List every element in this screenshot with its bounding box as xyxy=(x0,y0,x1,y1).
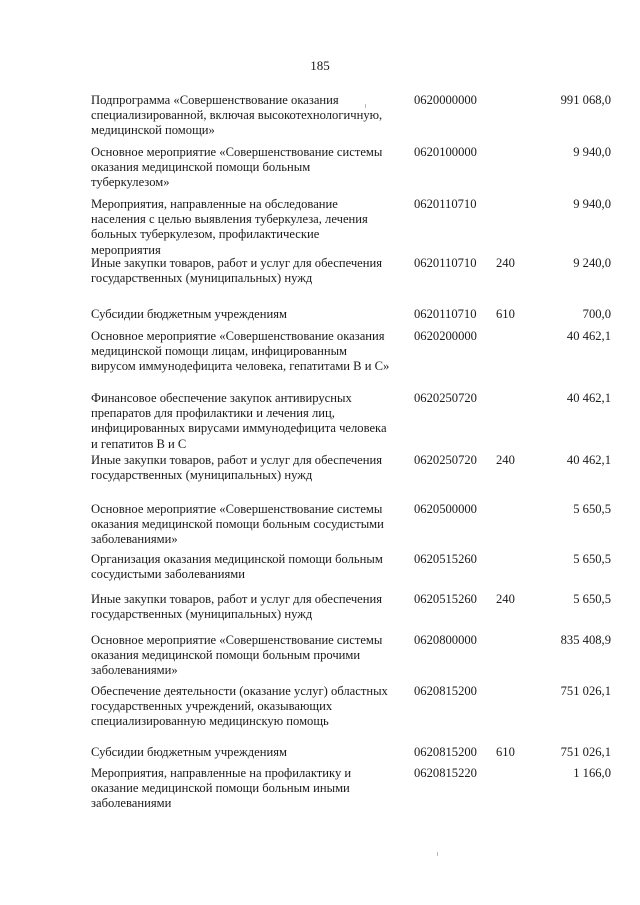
row-name: Организация оказания медицинской помощи больным сосудистыми заболеваниями xyxy=(91,552,383,582)
row-code: 0620200000 xyxy=(414,329,477,343)
row-sum: 5 650,5 xyxy=(573,552,611,566)
table-row-11 xyxy=(91,592,611,622)
row-code: 0620250720 xyxy=(414,391,477,405)
table-row-9 xyxy=(91,502,611,548)
row-name: Подпрограмма «Совершенствование оказания специализированной, включая высокотехнологичную, медицинской помощи» xyxy=(91,93,383,138)
scan-speck xyxy=(437,852,438,856)
table-row-15 xyxy=(91,766,611,812)
row-name: Финансовое обеспечение закупок антивирусных препаратов для профилактики и лечения лиц, инфицированных вирусами иммунодефицита человека и гепатитов В и С xyxy=(91,391,387,451)
row-expense-type: 610 xyxy=(496,745,515,759)
row-name: Иные закупки товаров, работ и услуг для обеспечения государственных (муниципальных) нужд xyxy=(91,256,383,286)
table-row-8 xyxy=(91,453,611,483)
table-row-7 xyxy=(91,391,611,452)
table-row-13 xyxy=(91,684,611,730)
row-code: 0620515260 xyxy=(414,552,477,566)
row-name: Обеспечение деятельности (оказание услуг) областных государственных учреждений, оказывающих специализированную медицинскую помощь xyxy=(91,684,388,729)
row-code: 0620500000 xyxy=(414,502,477,516)
row-expense-type: 240 xyxy=(496,592,515,606)
row-sum: 1 166,0 xyxy=(573,766,611,780)
row-code: 0620815200 xyxy=(414,745,477,759)
scan-speck xyxy=(365,104,366,108)
row-name: Основное мероприятие «Совершенствование оказания медицинской помощи лицам, инфицированным вирусом иммунодефицита человека, гепатитами В и С» xyxy=(91,329,390,374)
row-sum: 835 408,9 xyxy=(560,633,611,647)
page-number: 185 xyxy=(310,58,330,73)
row-code: 0620110710 xyxy=(414,256,477,270)
row-name: Субсидии бюджетным учреждениям xyxy=(91,307,287,321)
row-expense-type: 240 xyxy=(496,256,515,270)
row-name: Субсидии бюджетным учреждениям xyxy=(91,745,287,759)
table-row-4 xyxy=(91,256,611,286)
row-name: Основное мероприятие «Совершенствование системы оказания медицинской помощи больным прочими заболеваниями» xyxy=(91,633,383,678)
row-expense-type: 240 xyxy=(496,453,515,467)
row-sum: 40 462,1 xyxy=(566,453,611,467)
row-code: 0620100000 xyxy=(414,145,477,159)
table-row-12 xyxy=(91,633,611,679)
table-row-1 xyxy=(91,93,611,139)
row-sum: 991 068,0 xyxy=(560,93,611,107)
table-row-6 xyxy=(91,329,611,375)
row-name: Основное мероприятие «Совершенствование системы оказания медицинской помощи больным сосудистыми заболеваниями» xyxy=(91,502,384,547)
row-sum: 5 650,5 xyxy=(573,502,611,516)
row-sum: 40 462,1 xyxy=(566,329,611,343)
row-name: Иные закупки товаров, работ и услуг для обеспечения государственных (муниципальных) нужд xyxy=(91,453,383,483)
row-code: 0620815200 xyxy=(414,684,477,698)
row-sum: 751 026,1 xyxy=(560,684,611,698)
row-name: Иные закупки товаров, работ и услуг для обеспечения государственных (муниципальных) нужд xyxy=(91,592,383,622)
row-sum: 9 240,0 xyxy=(573,256,611,270)
row-sum: 700,0 xyxy=(582,307,611,321)
row-sum: 5 650,5 xyxy=(573,592,611,606)
row-name: Основное мероприятие «Совершенствование системы оказания медицинской помощи больным туберкулезом» xyxy=(91,145,383,190)
row-name: Мероприятия, направленные на профилактику и оказание медицинской помощи больным иными заболеваниями xyxy=(91,766,352,811)
row-sum: 9 940,0 xyxy=(573,197,611,211)
table-row-5 xyxy=(91,307,611,322)
row-sum: 9 940,0 xyxy=(573,145,611,159)
row-expense-type: 610 xyxy=(496,307,515,321)
row-sum: 751 026,1 xyxy=(560,745,611,759)
row-code: 0620515260 xyxy=(414,592,477,606)
row-code: 0620250720 xyxy=(414,453,477,467)
row-code: 0620815220 xyxy=(414,766,477,780)
row-code: 0620110710 xyxy=(414,307,477,321)
row-sum: 40 462,1 xyxy=(566,391,611,405)
table-row-14 xyxy=(91,745,611,760)
row-code: 0620000000 xyxy=(414,93,477,107)
table-row-2 xyxy=(91,145,611,191)
table-row-10 xyxy=(91,552,611,582)
row-name: Мероприятия, направленные на обследование населения с целью выявления туберкулеза, лечения больных туберкулезом, профилактические мероприятия xyxy=(91,197,368,257)
table-row-3 xyxy=(91,197,611,258)
row-code: 0620800000 xyxy=(414,633,477,647)
row-code: 0620110710 xyxy=(414,197,477,211)
